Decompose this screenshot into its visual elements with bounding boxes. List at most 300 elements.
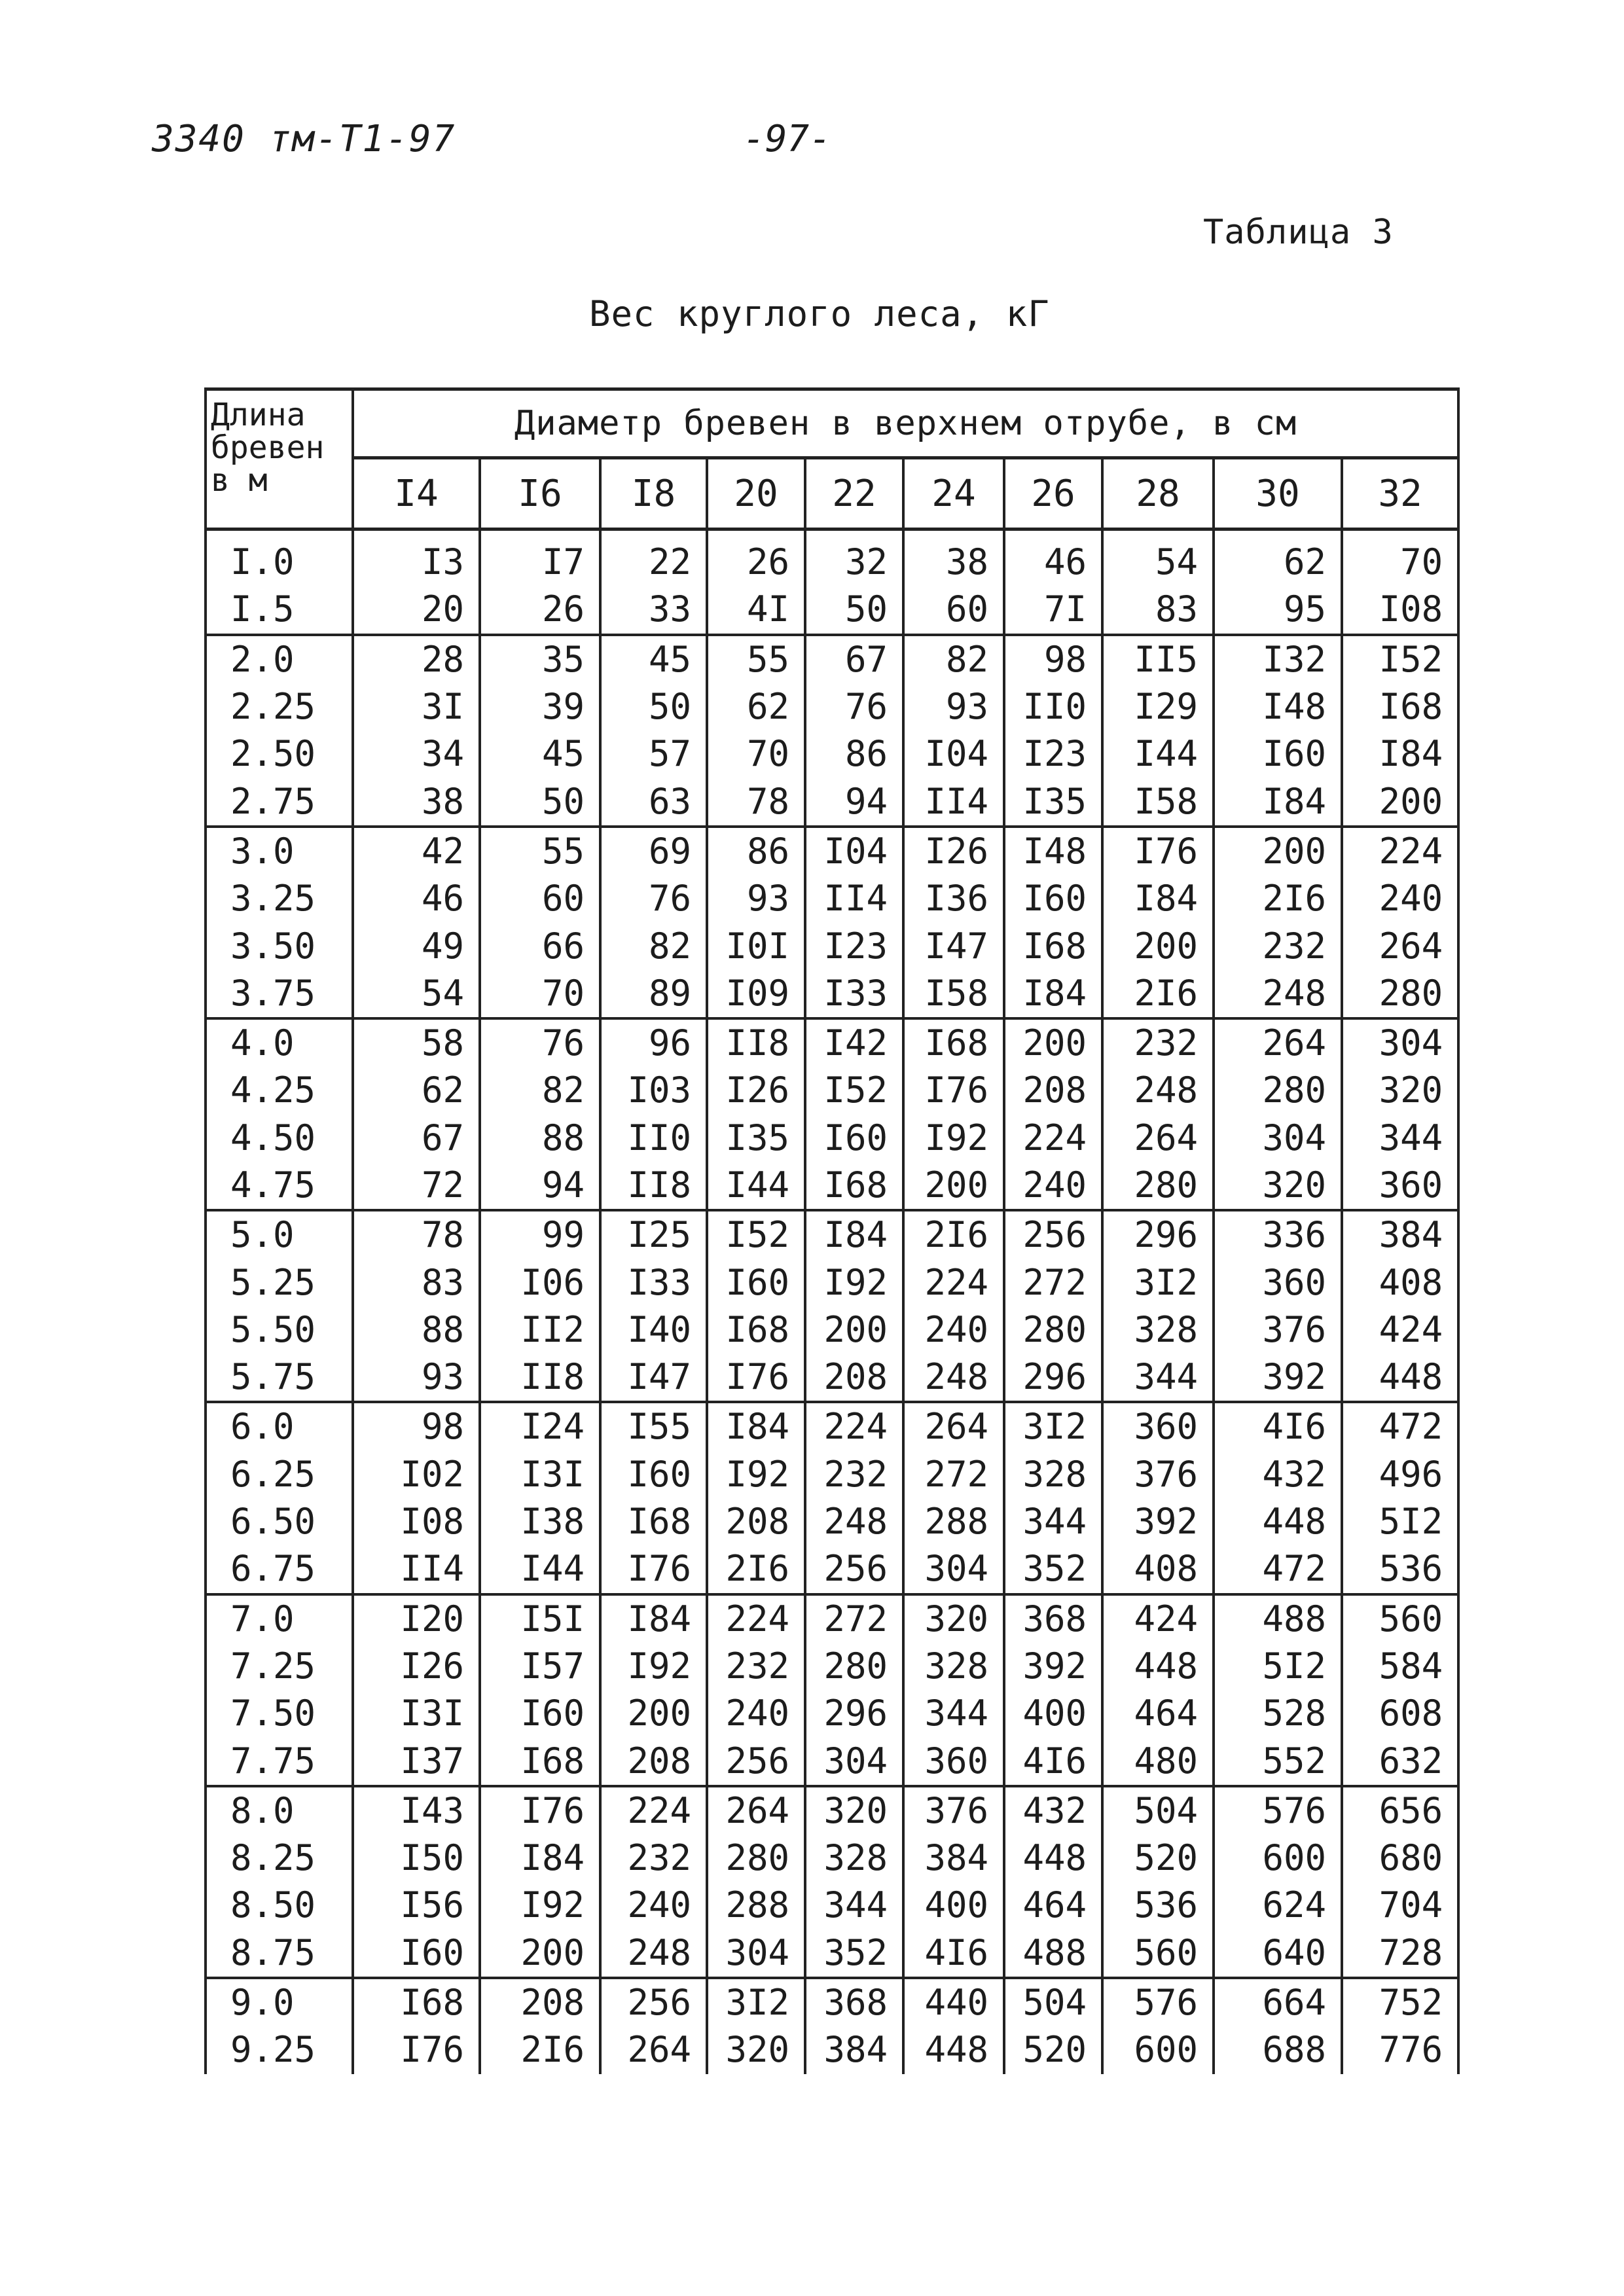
weight-cell: II8	[707, 1018, 805, 1067]
weight-cell: 448	[1004, 1835, 1102, 1882]
weight-cell: 89	[600, 970, 707, 1018]
weight-cell: 384	[1342, 1210, 1458, 1259]
weight-cell: 256	[707, 1737, 805, 1785]
weight-cell: 424	[1342, 1306, 1458, 1354]
weight-cell: II2	[480, 1306, 600, 1354]
weight-cell: I76	[707, 1354, 805, 1402]
weight-cell: I58	[903, 970, 1004, 1018]
weight-cell: I84	[707, 1402, 805, 1450]
table-row	[206, 1882, 1458, 1929]
weight-cell: I25	[600, 1210, 707, 1259]
weight-cell: 70	[480, 970, 600, 1018]
table-row	[206, 1306, 1458, 1354]
weight-cell: 232	[1102, 1018, 1214, 1067]
weight-cell: 98	[1004, 635, 1102, 683]
weight-cell: 76	[805, 683, 903, 730]
weight-cell: 400	[1004, 1690, 1102, 1737]
weight-cell: I57	[480, 1643, 600, 1690]
weight-cell: 448	[1342, 1354, 1458, 1402]
weight-cell: 2I6	[1214, 875, 1342, 922]
weight-cell: I76	[480, 1786, 600, 1835]
weight-cell: I76	[1102, 827, 1214, 875]
weight-cell: 54	[353, 970, 480, 1018]
weight-cell: 488	[1214, 1594, 1342, 1643]
weight-cell: 640	[1214, 1929, 1342, 1978]
weight-cell: I68	[480, 1737, 600, 1785]
diameter-header-cell: 30	[1214, 458, 1342, 529]
table-row	[206, 730, 1458, 778]
length-cell: 3.0	[206, 827, 353, 875]
weight-cell: 304	[1342, 1018, 1458, 1067]
weight-cell: 576	[1214, 1786, 1342, 1835]
weight-cell: 336	[1214, 1210, 1342, 1259]
weight-cell: 94	[480, 1162, 600, 1210]
weight-cell: 4I6	[1004, 1737, 1102, 1785]
weight-cell: 4I6	[903, 1929, 1004, 1978]
weight-cell: 520	[1102, 1835, 1214, 1882]
weight-cell: 560	[1102, 1929, 1214, 1978]
weight-cell: 264	[707, 1786, 805, 1835]
weight-cell: 368	[1004, 1594, 1102, 1643]
table-row	[206, 1162, 1458, 1210]
weight-cell: 464	[1004, 1882, 1102, 1929]
weight-cell: 448	[1102, 1643, 1214, 1690]
weight-cell: 70	[707, 730, 805, 778]
weight-cell: 376	[1102, 1451, 1214, 1498]
weight-cell: I50	[353, 1835, 480, 1882]
table-row	[206, 1643, 1458, 1690]
weight-cell: 232	[805, 1451, 903, 1498]
weight-cell: I44	[480, 1545, 600, 1594]
weight-cell: I48	[1214, 683, 1342, 730]
weight-cell: 320	[1342, 1067, 1458, 1114]
length-cell: 6.25	[206, 1451, 353, 1498]
weight-cell: 224	[1004, 1115, 1102, 1162]
weight-cell: 45	[600, 635, 707, 683]
weight-cell: 360	[1214, 1259, 1342, 1306]
weight-cell: 88	[353, 1306, 480, 1354]
weight-cell: 22	[600, 529, 707, 586]
weight-cell: 57	[600, 730, 707, 778]
weight-cell: 224	[707, 1594, 805, 1643]
weight-cell: 328	[1004, 1451, 1102, 1498]
table-row	[206, 1786, 1458, 1835]
weight-cell: 464	[1102, 1690, 1214, 1737]
weight-cell: 38	[903, 529, 1004, 586]
weight-cell: 296	[1102, 1210, 1214, 1259]
length-cell: 7.50	[206, 1690, 353, 1737]
weight-cell: 42	[353, 827, 480, 875]
weight-cell: I68	[600, 1498, 707, 1545]
table-row	[206, 1210, 1458, 1259]
length-cell: 8.25	[206, 1835, 353, 1882]
length-cell: 5.25	[206, 1259, 353, 1306]
weight-cell: 304	[707, 1929, 805, 1978]
weight-cell: 600	[1214, 1835, 1342, 1882]
weight-cell: 78	[707, 778, 805, 826]
weight-cell: I92	[480, 1882, 600, 1929]
table-row	[206, 1402, 1458, 1450]
weight-cell: 208	[1004, 1067, 1102, 1114]
length-cell: 7.75	[206, 1737, 353, 1785]
weight-cell: 248	[600, 1929, 707, 1978]
table-row	[206, 1498, 1458, 1545]
weight-cell: II8	[600, 1162, 707, 1210]
weight-cell: 60	[480, 875, 600, 922]
page-number: -97-	[743, 118, 831, 160]
weight-cell: 32	[805, 529, 903, 586]
weight-cell: 34	[353, 730, 480, 778]
weight-cell: 67	[805, 635, 903, 683]
weight-cell: 344	[1342, 1115, 1458, 1162]
length-cell: 2.25	[206, 683, 353, 730]
table-row	[206, 1259, 1458, 1306]
weight-cell: I26	[353, 1643, 480, 1690]
weight-cell: I20	[353, 1594, 480, 1643]
weight-cell: I3I	[480, 1451, 600, 1498]
weight-cell: 2I6	[707, 1545, 805, 1594]
weight-cell: 208	[805, 1354, 903, 1402]
weight-cell: 352	[805, 1929, 903, 1978]
weight-cell: 55	[480, 827, 600, 875]
weight-cell: 39	[480, 683, 600, 730]
weight-cell: I47	[600, 1354, 707, 1402]
weight-cell: 3I2	[707, 1978, 805, 2026]
weight-cell: 20	[353, 586, 480, 634]
weight-cell: I43	[353, 1786, 480, 1835]
weight-cell: 200	[805, 1306, 903, 1354]
weight-cell: 496	[1342, 1451, 1458, 1498]
weight-cell: 4I6	[1214, 1402, 1342, 1450]
length-cell: 2.0	[206, 635, 353, 683]
weight-cell: 96	[600, 1018, 707, 1067]
weight-cell: I76	[600, 1545, 707, 1594]
weight-cell: 82	[480, 1067, 600, 1114]
length-cell: 3.75	[206, 970, 353, 1018]
length-cell: 4.25	[206, 1067, 353, 1114]
weight-cell: 200	[600, 1690, 707, 1737]
table-row	[206, 827, 1458, 875]
weight-cell: 448	[1214, 1498, 1342, 1545]
length-cell: I.0	[206, 529, 353, 586]
weight-cell: 296	[1004, 1354, 1102, 1402]
length-cell: 6.75	[206, 1545, 353, 1594]
weight-cell: I84	[1214, 778, 1342, 826]
weight-cell: I5I	[480, 1594, 600, 1643]
table-row	[206, 1115, 1458, 1162]
length-header-line: бревен	[211, 429, 325, 466]
weight-cell: 224	[1342, 827, 1458, 875]
weight-cell: 93	[903, 683, 1004, 730]
weight-cell: 376	[903, 1786, 1004, 1835]
weight-cell: 76	[600, 875, 707, 922]
weight-cell: 392	[1214, 1354, 1342, 1402]
weight-cell: I03	[600, 1067, 707, 1114]
weight-cell: 5I2	[1342, 1498, 1458, 1545]
weight-cell: 62	[707, 683, 805, 730]
weight-cell: I44	[1102, 730, 1214, 778]
table-title: Вес круглого леса, кГ	[589, 293, 1050, 334]
weight-cell: 344	[805, 1882, 903, 1929]
length-cell: 5.50	[206, 1306, 353, 1354]
weight-cell: 54	[1102, 529, 1214, 586]
weight-cell: 200	[480, 1929, 600, 1978]
document-code: 3340 тм-Т1-97	[152, 118, 456, 160]
weight-cell: 328	[805, 1835, 903, 1882]
weight-cell: 7I	[1004, 586, 1102, 634]
weight-cell: 632	[1342, 1737, 1458, 1785]
weight-cell: 38	[353, 778, 480, 826]
weight-cell: 776	[1342, 2026, 1458, 2073]
weight-cell: 240	[600, 1882, 707, 1929]
weight-cell: 3I2	[1102, 1259, 1214, 1306]
weight-cell: I60	[353, 1929, 480, 1978]
weight-cell: 304	[805, 1737, 903, 1785]
weight-cell: 344	[1102, 1354, 1214, 1402]
length-cell: 9.0	[206, 1978, 353, 2026]
table-row	[206, 1067, 1458, 1114]
table-row	[206, 1594, 1458, 1643]
weight-cell: 232	[600, 1835, 707, 1882]
diameter-header-cell: I4	[353, 458, 480, 529]
diameter-header-cell: 28	[1102, 458, 1214, 529]
table-row	[206, 1018, 1458, 1067]
weight-cell: I36	[903, 875, 1004, 922]
weight-cell: 2I6	[480, 2026, 600, 2073]
weight-cell: I55	[600, 1402, 707, 1450]
weight-cell: 66	[480, 922, 600, 969]
weight-cell: 432	[1214, 1451, 1342, 1498]
diameter-header-cell: 24	[903, 458, 1004, 529]
weight-cell: 360	[1342, 1162, 1458, 1210]
weight-cell: I52	[805, 1067, 903, 1114]
weight-cell: 248	[1102, 1067, 1214, 1114]
weight-cell: 392	[1102, 1498, 1214, 1545]
diameter-header-cell: I6	[480, 458, 600, 529]
length-header-line: Длина	[211, 397, 306, 433]
weight-cell: I29	[1102, 683, 1214, 730]
weight-cell: 95	[1214, 586, 1342, 634]
weight-cell: 296	[805, 1690, 903, 1737]
weight-cell: 26	[480, 586, 600, 634]
weight-cell: 82	[903, 635, 1004, 683]
weight-cell: I26	[903, 827, 1004, 875]
weight-cell: I3I	[353, 1690, 480, 1737]
weight-cell: 224	[600, 1786, 707, 1835]
weight-cell: 200	[903, 1162, 1004, 1210]
weight-cell: 86	[805, 730, 903, 778]
weight-cell: 384	[903, 1835, 1004, 1882]
weight-cell: I23	[805, 922, 903, 969]
weight-cell: I3	[353, 529, 480, 586]
weight-cell: 256	[805, 1545, 903, 1594]
weight-cell: II0	[600, 1115, 707, 1162]
weight-cell: 256	[600, 1978, 707, 2026]
weight-cell: I60	[600, 1451, 707, 1498]
weight-cell: 320	[707, 2026, 805, 2073]
weight-cell: 344	[1004, 1498, 1102, 1545]
weight-cell: 328	[1102, 1306, 1214, 1354]
weight-cell: 680	[1342, 1835, 1458, 1882]
weight-cell: 264	[1342, 922, 1458, 969]
weight-cell: 304	[903, 1545, 1004, 1594]
weight-cell: 63	[600, 778, 707, 826]
weight-cell: I04	[903, 730, 1004, 778]
weight-cell: 504	[1102, 1786, 1214, 1835]
weight-cell: 288	[903, 1498, 1004, 1545]
weight-cell: I84	[480, 1835, 600, 1882]
weight-cell: 280	[1004, 1306, 1102, 1354]
table-row	[206, 586, 1458, 634]
weight-cell: 624	[1214, 1882, 1342, 1929]
length-cell: 5.75	[206, 1354, 353, 1402]
weight-cell: 232	[707, 1643, 805, 1690]
weight-cell: 208	[600, 1737, 707, 1785]
weight-cell: 472	[1342, 1402, 1458, 1450]
length-cell: 8.0	[206, 1786, 353, 1835]
weight-cell: 320	[903, 1594, 1004, 1643]
weight-cell: I08	[1342, 586, 1458, 634]
weight-cell: 55	[707, 635, 805, 683]
table-row	[206, 1929, 1458, 1978]
weight-cell: 384	[805, 2026, 903, 2073]
weight-cell: 424	[1102, 1594, 1214, 1643]
diameter-header-cell: 32	[1342, 458, 1458, 529]
weight-cell: 76	[480, 1018, 600, 1067]
weight-cell: 448	[903, 2026, 1004, 2073]
weight-cell: I60	[1004, 875, 1102, 922]
weight-cell: 272	[1004, 1259, 1102, 1306]
weight-cell: 704	[1342, 1882, 1458, 1929]
weight-cell: I35	[707, 1115, 805, 1162]
weight-cell: 320	[1214, 1162, 1342, 1210]
weight-cell: I08	[353, 1498, 480, 1545]
weight-cell: 280	[1342, 970, 1458, 1018]
weight-cell: I76	[903, 1067, 1004, 1114]
weight-cell: I60	[1214, 730, 1342, 778]
weight-cell: I84	[600, 1594, 707, 1643]
weight-cell: 408	[1342, 1259, 1458, 1306]
weight-cell: 83	[353, 1259, 480, 1306]
weight-cell: 728	[1342, 1929, 1458, 1978]
table-row	[206, 1737, 1458, 1785]
weight-cell: 440	[903, 1978, 1004, 2026]
weight-cell: 304	[1214, 1115, 1342, 1162]
weight-cell: 3I2	[1004, 1402, 1102, 1450]
table-row	[206, 922, 1458, 969]
weight-cell: 240	[1004, 1162, 1102, 1210]
weight-cell: 528	[1214, 1690, 1342, 1737]
weight-cell: I58	[1102, 778, 1214, 826]
weight-cell: II4	[903, 778, 1004, 826]
weight-cell: I60	[707, 1259, 805, 1306]
weight-cell: 224	[903, 1259, 1004, 1306]
weight-cell: 94	[805, 778, 903, 826]
weight-cell: I68	[707, 1306, 805, 1354]
weight-cell: I92	[707, 1451, 805, 1498]
weight-cell: I47	[903, 922, 1004, 969]
weight-cell: I52	[707, 1210, 805, 1259]
weight-cell: I24	[480, 1402, 600, 1450]
weight-cell: I76	[353, 2026, 480, 2073]
weight-cell: II4	[353, 1545, 480, 1594]
weight-cell: 86	[707, 827, 805, 875]
weight-cell: I60	[480, 1690, 600, 1737]
length-column-header	[206, 389, 353, 529]
weight-cell: I38	[480, 1498, 600, 1545]
weight-cell: 360	[1102, 1402, 1214, 1450]
weight-cell: 432	[1004, 1786, 1102, 1835]
weight-cell: 33	[600, 586, 707, 634]
weight-cell: I84	[1342, 730, 1458, 778]
weight-cell: 46	[1004, 529, 1102, 586]
weight-cell: 256	[1004, 1210, 1102, 1259]
weight-cell: 264	[903, 1402, 1004, 1450]
weight-cell: 536	[1102, 1882, 1214, 1929]
weight-cell: 504	[1004, 1978, 1102, 2026]
weight-cell: I92	[903, 1115, 1004, 1162]
weight-cell: 664	[1214, 1978, 1342, 2026]
length-cell: 2.75	[206, 778, 353, 826]
length-cell: 8.75	[206, 1929, 353, 1978]
length-cell: I.5	[206, 586, 353, 634]
weight-cell: 35	[480, 635, 600, 683]
weight-cell: I33	[805, 970, 903, 1018]
table-row	[206, 875, 1458, 922]
weight-cell: I09	[707, 970, 805, 1018]
weight-cell: 208	[480, 1978, 600, 2026]
weight-cell: I68	[1004, 922, 1102, 969]
diameter-group-header: Диаметр бревен в верхнем отрубе, в см	[353, 389, 1458, 458]
weight-cell: I84	[1004, 970, 1102, 1018]
weight-cell: 50	[600, 683, 707, 730]
table-row	[206, 1978, 1458, 2026]
weight-cell: 368	[805, 1978, 903, 2026]
weight-cell: 264	[600, 2026, 707, 2073]
weight-cell: 376	[1214, 1306, 1342, 1354]
weight-cell: 67	[353, 1115, 480, 1162]
table-row	[206, 635, 1458, 683]
table-row	[206, 529, 1458, 586]
weight-cell: 49	[353, 922, 480, 969]
weight-cell: 82	[600, 922, 707, 969]
weight-cell: I04	[805, 827, 903, 875]
length-cell: 7.25	[206, 1643, 353, 1690]
weight-cell: I60	[805, 1115, 903, 1162]
weight-cell: 83	[1102, 586, 1214, 634]
length-cell: 6.0	[206, 1402, 353, 1450]
weight-cell: 400	[903, 1882, 1004, 1929]
weight-cell: 50	[805, 586, 903, 634]
weight-cell: 3I	[353, 683, 480, 730]
length-cell: 6.50	[206, 1498, 353, 1545]
weight-cell: I33	[600, 1259, 707, 1306]
log-weight-table	[204, 387, 1460, 2074]
weight-cell: 78	[353, 1210, 480, 1259]
weight-cell: 58	[353, 1018, 480, 1067]
table-row	[206, 1545, 1458, 1594]
weight-cell: 248	[805, 1498, 903, 1545]
weight-cell: 480	[1102, 1737, 1214, 1785]
weight-cell: I84	[1102, 875, 1214, 922]
weight-cell: 26	[707, 529, 805, 586]
weight-cell: 248	[1214, 970, 1342, 1018]
weight-cell: I84	[805, 1210, 903, 1259]
weight-cell: 392	[1004, 1643, 1102, 1690]
diameter-header-cell: 20	[707, 458, 805, 529]
diameter-header-cell: I8	[600, 458, 707, 529]
weight-cell: 488	[1004, 1929, 1102, 1978]
